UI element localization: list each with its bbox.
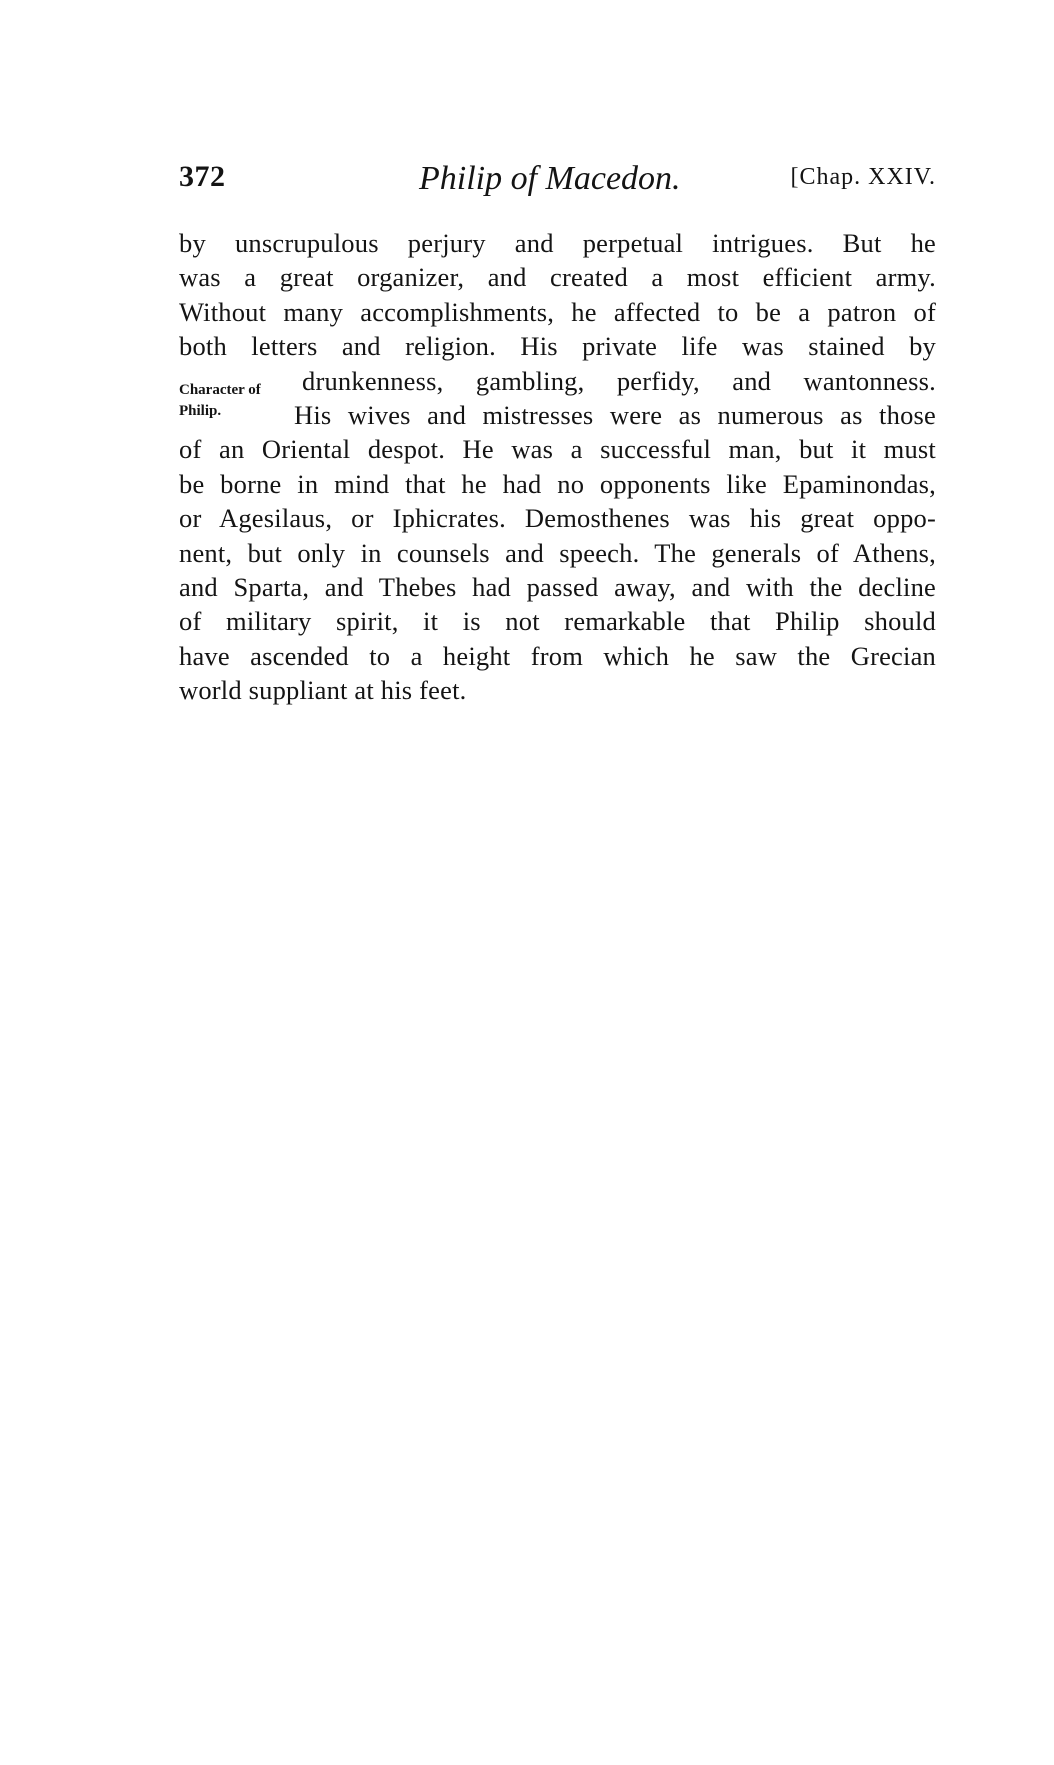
text-line: have ascended to a height from which he saw the Grecian [179, 640, 936, 671]
running-title: Philip of Macedon. [419, 160, 681, 197]
text-line: by unscrupulous perjury and perpetual intrigues. But he [179, 228, 936, 258]
text-line: Without many accomplishments, he affected to be a patron of [179, 296, 936, 327]
text-line: and Sparta, and Thebes had passed away, and with the decline [179, 571, 936, 602]
text-line: or Agesilaus, or Iphicrates. Demosthenes was his great oppo- [179, 503, 936, 534]
text-line: was a great organizer, and created a most efficient army. [179, 262, 936, 293]
text-line: of an Oriental despot. He was a successful man, but it must [179, 434, 936, 465]
text-line: be borne in mind that he had no opponents like Epaminondas, [179, 468, 936, 499]
body-paragraph [179, 226, 936, 707]
text-line: His wives and mistresses were as numerous as those [294, 399, 936, 430]
text-line: both letters and religion. His private life was stained by [179, 331, 936, 362]
page-number: 372 [179, 160, 226, 193]
text-line: drunkenness, gambling, perfidy, and wantonness. [302, 365, 936, 396]
text-line: world suppliant at his feet. [179, 675, 467, 706]
chapter-reference: [Chap. XXIV. [790, 164, 936, 190]
text-line: nent, but only in counsels and speech. The generals of Athens, [179, 537, 936, 568]
text-line: of military spirit, it is not remarkable that Philip should [179, 606, 936, 637]
margin-note-line-2: Philip. [179, 403, 222, 419]
running-header [179, 160, 936, 204]
margin-note-line-1: Character of [179, 382, 261, 398]
